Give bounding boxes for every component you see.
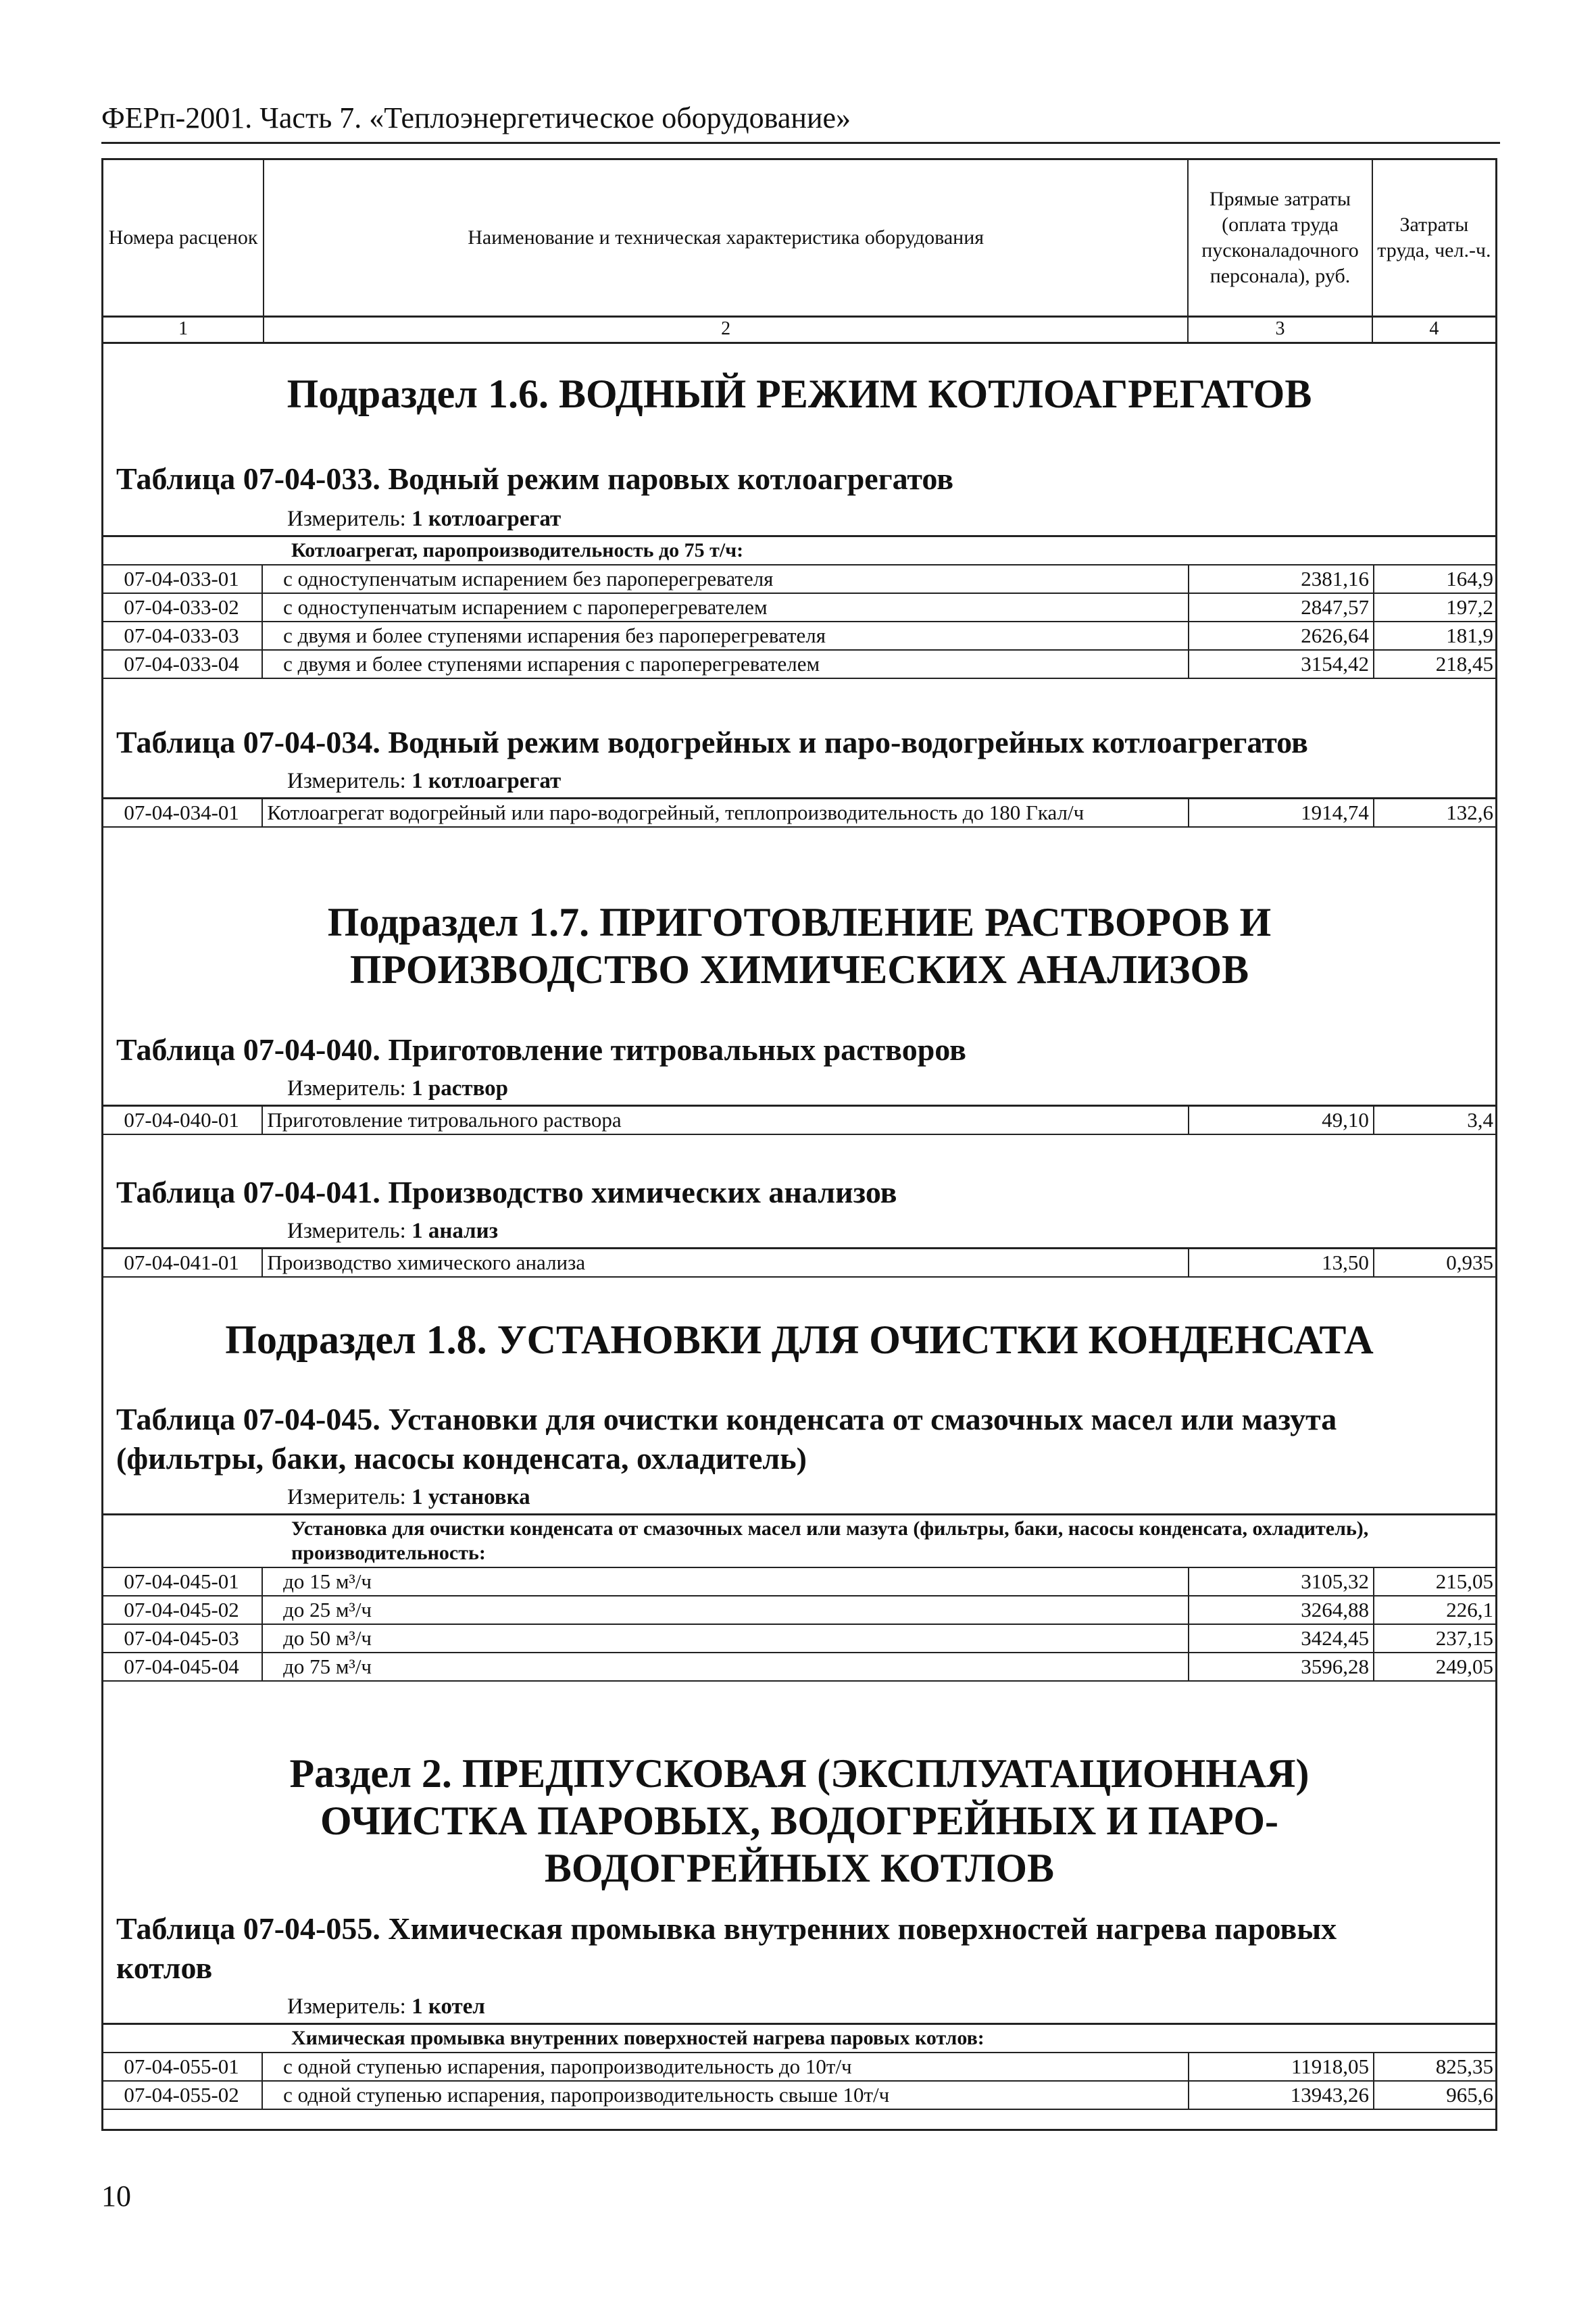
measure-value: 1 раствор: [412, 1076, 509, 1101]
table-body: [101, 1247, 1497, 1278]
rate-cost: 2626,64: [1189, 622, 1374, 649]
rate-code: 07-04-055-02: [101, 2082, 263, 2109]
measure-unit: [101, 768, 1497, 795]
column-header-direct-costs: Прямые затраты (оплата труда пусконаладочного персонала), руб.: [1189, 160, 1373, 316]
table-title: Таблица 07-04-041. Производство химических анализов: [116, 1175, 897, 1209]
table-row: [101, 2082, 1497, 2110]
table-row: [101, 622, 1497, 651]
table-07-04-040: [101, 1030, 1497, 1135]
table-body: [101, 2023, 1497, 2110]
rate-code: 07-04-045-02: [101, 1596, 263, 1624]
table-row: [101, 565, 1497, 594]
table-07-04-055: [101, 1909, 1497, 2110]
table-title: Таблица 07-04-055. Химическая промывка внутренних поверхностей нагрева паровых котлов: [116, 1911, 1337, 1985]
measure-label: Измеритель:: [287, 1485, 406, 1509]
rate-name: с одноступенчатым испарением с пароперегревателем: [263, 594, 1189, 621]
rate-name: с одной ступенью испарения, паропроизводительность свыше 10т/ч: [263, 2082, 1189, 2109]
table-body: [101, 535, 1497, 679]
table-body: [101, 797, 1497, 828]
column-number: 3: [1189, 318, 1373, 342]
table-title: Таблица 07-04-034. Водный режим водогрейных и паро-водогрейных котлоагрегатов: [116, 725, 1308, 759]
rate-cost: 3596,28: [1189, 1653, 1374, 1680]
section-title: Раздел 2. ПРЕДПУСКОВАЯ (ЭКСПЛУАТАЦИОННАЯ) ОЧИСТКА ПАРОВЫХ, ВОДОГРЕЙНЫХ И ПАРО-ВОДОГРЕЙНЫХ КОТЛОВ: [289, 1751, 1310, 1890]
rate-name: с двумя и более ступенями испарения без пароперегревателя: [263, 622, 1189, 649]
rate-code: 07-04-045-03: [101, 1625, 263, 1652]
column-header-labor: Затраты труда, чел.-ч.: [1377, 213, 1491, 261]
rate-labor: 237,15: [1435, 1626, 1493, 1650]
rate-name: до 75 м³/ч: [263, 1653, 1189, 1680]
column-number: 1: [103, 318, 264, 342]
rate-labor: 965,6: [1446, 2083, 1493, 2107]
rate-code: 07-04-045-04: [101, 1653, 263, 1680]
table-row: [101, 651, 1497, 679]
group-heading: Котлоагрегат, паропроизводительность до 75 т/ч:: [101, 537, 1497, 565]
column-header-description: Наименование и техническая характеристика оборудования: [264, 160, 1189, 316]
rate-name: до 25 м³/ч: [263, 1596, 1189, 1624]
rate-code: 07-04-033-01: [101, 565, 263, 593]
column-header-codes: Номера расценок: [103, 160, 264, 316]
table-07-04-045: [101, 1400, 1497, 1682]
rate-labor: 3,4: [1467, 1108, 1494, 1132]
table-body: [101, 1513, 1497, 1682]
section-title: Подраздел 1.7. ПРИГОТОВЛЕНИЕ РАСТВОРОВ И ПРОИЗВОДСТВО ХИМИЧЕСКИХ АНАЛИЗОВ: [327, 900, 1272, 992]
section-title: Подраздел 1.8. УСТАНОВКИ ДЛЯ ОЧИСТКИ КОНДЕНСАТА: [225, 1317, 1374, 1362]
rate-cost: 3154,42: [1189, 651, 1374, 678]
rate-code: 07-04-033-02: [101, 594, 263, 621]
rate-code: 07-04-041-01: [101, 1249, 263, 1276]
table-row: [101, 1653, 1497, 1682]
rate-labor: 0,935: [1446, 1251, 1494, 1274]
running-header: ФЕРп-2001. Часть 7. «Теплоэнергетическое оборудование»: [101, 100, 1500, 144]
rate-cost: 3424,45: [1189, 1625, 1374, 1652]
table-row: [101, 799, 1497, 828]
rate-labor: 197,2: [1446, 595, 1493, 619]
table-row: [101, 2053, 1497, 2082]
rate-name: с двумя и более ступенями испарения с пароперегревателем: [263, 651, 1189, 678]
table-title: Таблица 07-04-033. Водный режим паровых котлоагрегатов: [116, 461, 954, 496]
rate-labor: 215,05: [1435, 1569, 1493, 1593]
measure-unit: [101, 1217, 1497, 1244]
rate-cost: 11918,05: [1189, 2053, 1374, 2080]
table-row: [101, 1107, 1497, 1135]
table-title: Таблица 07-04-040. Приготовление титровальных растворов: [116, 1032, 966, 1067]
rate-name: Производство химического анализа: [263, 1249, 1189, 1276]
measure-label: Измеритель:: [287, 1076, 406, 1101]
measure-label: Измеритель:: [287, 1994, 406, 2019]
rate-labor: 218,45: [1435, 652, 1493, 676]
measure-unit: [101, 505, 1497, 532]
rate-cost: 13,50: [1189, 1249, 1374, 1276]
rate-code: 07-04-040-01: [101, 1107, 263, 1134]
rate-name: до 15 м³/ч: [263, 1568, 1189, 1595]
section-title: Подраздел 1.6. ВОДНЫЙ РЕЖИМ КОТЛОАГРЕГАТОВ: [286, 372, 1312, 416]
table-body: [101, 1105, 1497, 1135]
measure-unit: [101, 1484, 1497, 1511]
table-title: Таблица 07-04-045. Установки для очистки конденсата от смазочных масел или мазута (фильтры, баки, насосы конденсата, охладитель): [116, 1402, 1337, 1476]
rate-code: 07-04-033-04: [101, 651, 263, 678]
column-numbers: [103, 318, 1495, 344]
rate-code: 07-04-055-01: [101, 2053, 263, 2080]
measure-label: Измеритель:: [287, 769, 406, 793]
group-heading: Химическая промывка внутренних поверхностей нагрева паровых котлов:: [101, 2025, 1497, 2053]
rate-labor: 132,6: [1446, 801, 1494, 824]
column-number: 4: [1429, 318, 1439, 339]
measure-value: 1 котлоагрегат: [412, 507, 562, 531]
rate-cost: 3264,88: [1189, 1596, 1374, 1624]
rate-name: Котлоагрегат водогрейный или паро-водогрейный, теплопроизводительность до 180 Гкал/ч: [263, 799, 1189, 826]
rate-labor: 249,05: [1435, 1655, 1493, 1678]
table-row: [101, 1625, 1497, 1653]
rate-labor: 226,1: [1446, 1598, 1493, 1621]
measure-unit: [101, 1075, 1497, 1102]
subsection-1-6: [101, 370, 1497, 418]
table-07-04-033: [101, 459, 1497, 679]
table-row: [101, 1596, 1497, 1625]
table-row: [101, 1568, 1497, 1596]
subsection-1-8: [101, 1316, 1497, 1363]
column-number: 2: [264, 318, 1189, 342]
table-row: [101, 594, 1497, 622]
rate-name: Приготовление титровального раствора: [263, 1107, 1189, 1134]
rate-cost: 3105,32: [1189, 1568, 1374, 1595]
measure-value: 1 котел: [412, 1994, 485, 2019]
rate-labor: 164,9: [1446, 567, 1493, 590]
measure-label: Измеритель:: [287, 507, 406, 531]
group-heading: Установка для очистки конденсата от смазочных масел или мазута (фильтры, баки, насосы конденсата, охладитель), производительность:: [101, 1515, 1497, 1568]
measure-value: 1 анализ: [412, 1219, 498, 1243]
measure-label: Измеритель:: [287, 1219, 406, 1243]
rate-cost: 2847,57: [1189, 594, 1374, 621]
rate-cost: 1914,74: [1189, 799, 1374, 826]
rate-labor: 181,9: [1446, 624, 1493, 647]
measure-value: 1 котлоагрегат: [412, 769, 562, 793]
rate-code: 07-04-033-03: [101, 622, 263, 649]
table-07-04-034: [101, 723, 1497, 828]
section-2: [101, 1750, 1497, 1892]
rate-name: до 50 м³/ч: [263, 1625, 1189, 1652]
column-headers: [103, 160, 1495, 318]
measure-value: 1 установка: [412, 1485, 530, 1509]
subsection-1-7: [101, 899, 1497, 993]
rate-name: с одноступенчатым испарением без пароперегревателя: [263, 565, 1189, 593]
table-row: [101, 1249, 1497, 1278]
rate-cost: 13943,26: [1189, 2082, 1374, 2109]
rate-code: 07-04-034-01: [101, 799, 263, 826]
page-number: 10: [101, 2180, 131, 2213]
rate-code: 07-04-045-01: [101, 1568, 263, 1595]
rate-cost: 2381,16: [1189, 565, 1374, 593]
rate-name: с одной ступенью испарения, паропроизводительность до 10т/ч: [263, 2053, 1189, 2080]
table-07-04-041: [101, 1173, 1497, 1278]
measure-unit: [101, 1993, 1497, 2020]
rate-labor: 825,35: [1435, 2055, 1493, 2078]
rate-cost: 49,10: [1189, 1107, 1374, 1134]
